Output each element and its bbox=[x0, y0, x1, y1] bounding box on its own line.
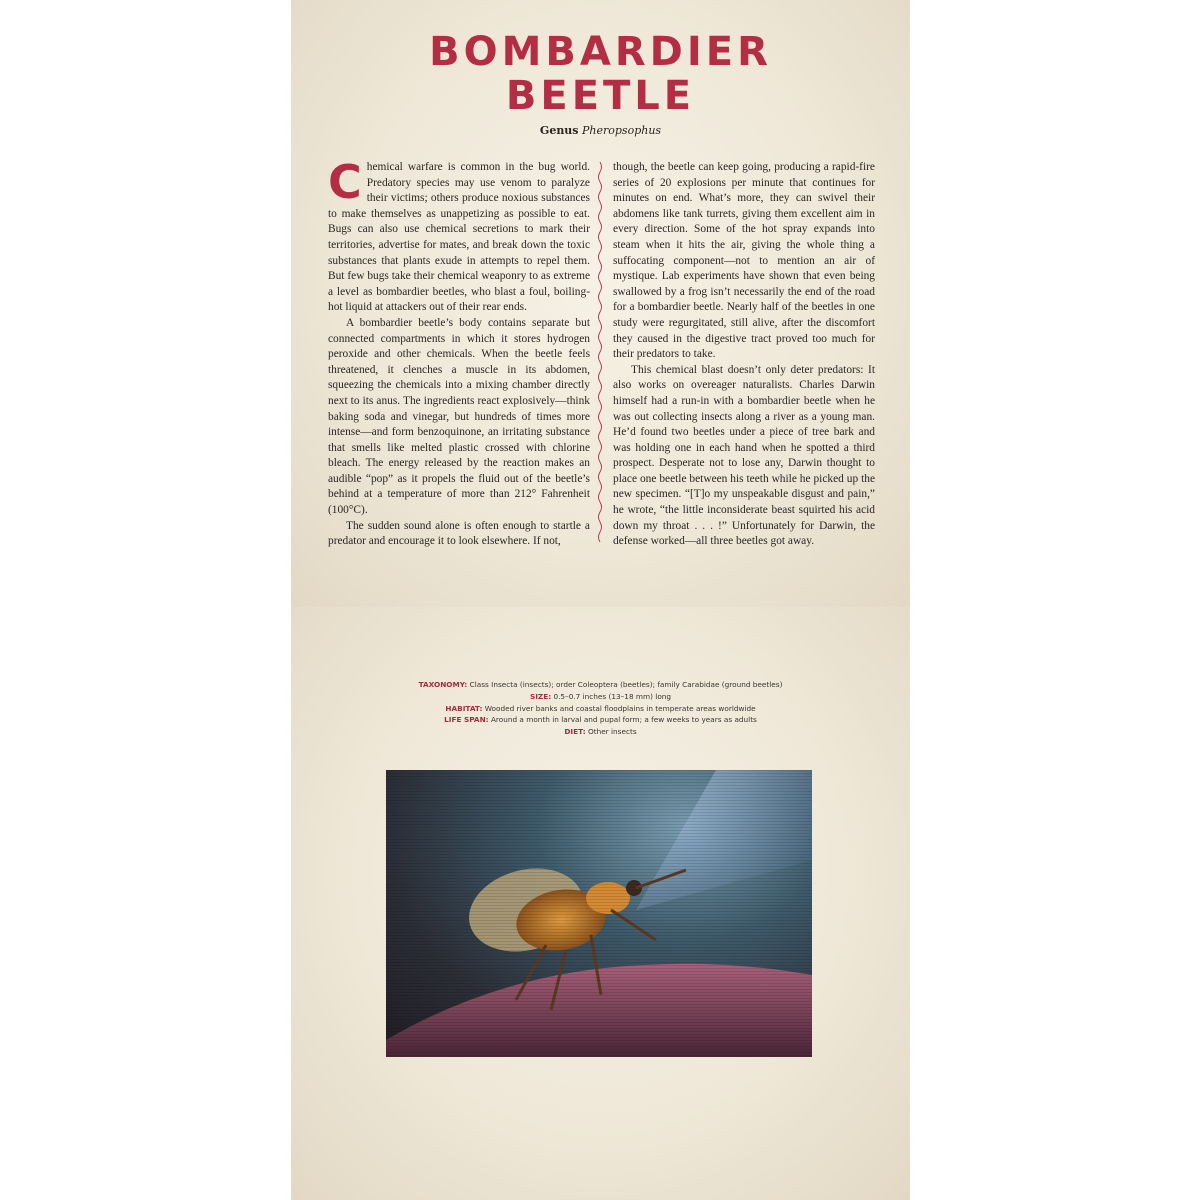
fact-label: DIET: bbox=[564, 727, 586, 737]
fact-label: HABITAT: bbox=[445, 703, 483, 713]
fact-label: LIFE SPAN: bbox=[444, 715, 489, 725]
paragraph bbox=[328, 155, 590, 316]
fact-label: SIZE: bbox=[529, 691, 552, 701]
fact-lifespan bbox=[291, 714, 910, 726]
fact-habitat bbox=[291, 703, 910, 715]
fact-value: 0.5–0.7 inches (13–18 mm) long bbox=[553, 691, 672, 701]
genus-name: Pheropsophus bbox=[582, 124, 662, 137]
fact-value: Around a month in larval and pupal form; a few weeks to years as adults bbox=[490, 715, 757, 725]
paragraph: A bombardier beetle’s body contains separate but connected compartments in which it stores hydrogen peroxide and other chemicals. When the beetle feels threatened, it clenches a muscle in its abdomen, squeezing the chemicals into a mixing chamber directly next to its anus. The ingredients react explosively—think baking soda and vinegar, but hundreds of times more intense—and form benzoquinone, an irritating substance that smells like melted plastic crossed with chlorine bleach. The energy released by the reaction makes an audible “pop” as it propels the fluid out of the beetle’s behind at a temperature of more than 212° Fahrenheit (100°C). bbox=[328, 316, 590, 517]
wavy-column-divider bbox=[597, 162, 603, 542]
fact-label: TAXONOMY: bbox=[418, 680, 468, 689]
paragraph: The sudden sound alone is often enough to startle a predator and encourage it to look elsewhere. If not, bbox=[328, 519, 590, 548]
text-column-left bbox=[328, 155, 590, 550]
title-line-1: BOMBARDIER bbox=[429, 29, 772, 75]
fact-diet bbox=[291, 726, 910, 738]
fact-box bbox=[291, 679, 910, 738]
page-title bbox=[291, 30, 910, 118]
beetle-photo bbox=[386, 770, 812, 1057]
fact-value: Wooded river banks and coastal floodplains in temperate areas worldwide bbox=[484, 703, 756, 713]
beetle-photo-illustration bbox=[386, 770, 812, 1057]
title-line-2: BEETLE bbox=[505, 73, 696, 119]
drop-cap: C bbox=[328, 155, 362, 209]
fact-value: Class Insecta (insects); order Coleoptera (beetles); family Carabidae (ground beetles) bbox=[469, 680, 783, 689]
text-column-right bbox=[613, 160, 875, 550]
paragraph: though, the beetle can keep going, producing a rapid-fire series of 20 explosions per minute that continues for minutes on end. What’s more, they can swivel their abdomens like tank turrets, giving them excellent aim in every direction. Some of the hot spray expands into steam when it hits the air, giving the whole thing a suffocating component—not to mention an air of mystique. Lab experiments have shown that even being swallowed by a frog isn’t necessarily the end of the road for a bombardier beetle. Nearly half of the beetles in one study were regurgitated, still alive, after the discomfort they caused in the digestive tract proved too much for their predators to take. bbox=[613, 161, 875, 361]
genus-label: Genus bbox=[539, 124, 579, 137]
page-bottom bbox=[291, 607, 910, 1200]
fact-value: Other insects bbox=[587, 727, 637, 737]
fact-size bbox=[291, 691, 910, 703]
fact-taxonomy bbox=[291, 679, 910, 691]
paragraph-text: hemical warfare is common in the bug world. Predatory species may use venom to paralyze their victims; others produce noxious substances to make themselves as unappetizing as possible to eat. Bugs can also use chemical secretions to mark their territories, advertise for mates, and break down the toxic substances that plants exude in attempts to repel them. But few bugs take their chemical weaponry to as extreme a level as bombardier beetles, who blast a foul, boiling-hot liquid at attackers out of their rear ends. bbox=[328, 161, 590, 314]
paragraph: This chemical blast doesn’t only deter predators: It also works on overeager naturalists. Charles Darwin himself had a run-in with a bombardier beetle when he was out collecting insects along a river as a young man. He’d found two beetles under a piece of tree bark and was holding one in each hand when he spotted a third prospect. Desperate not to lose any, Darwin thought to place one beetle between his teeth while he picked up the new specimen. “[T]o my unspeakable disgust and pain,” he wrote, “the little inconsiderate beast squirted his acid down my throat . . . !” Unfortunately for Darwin, the defense worked—all three beetles got away. bbox=[613, 363, 875, 548]
genus-line bbox=[291, 124, 910, 137]
page-top bbox=[291, 0, 910, 607]
